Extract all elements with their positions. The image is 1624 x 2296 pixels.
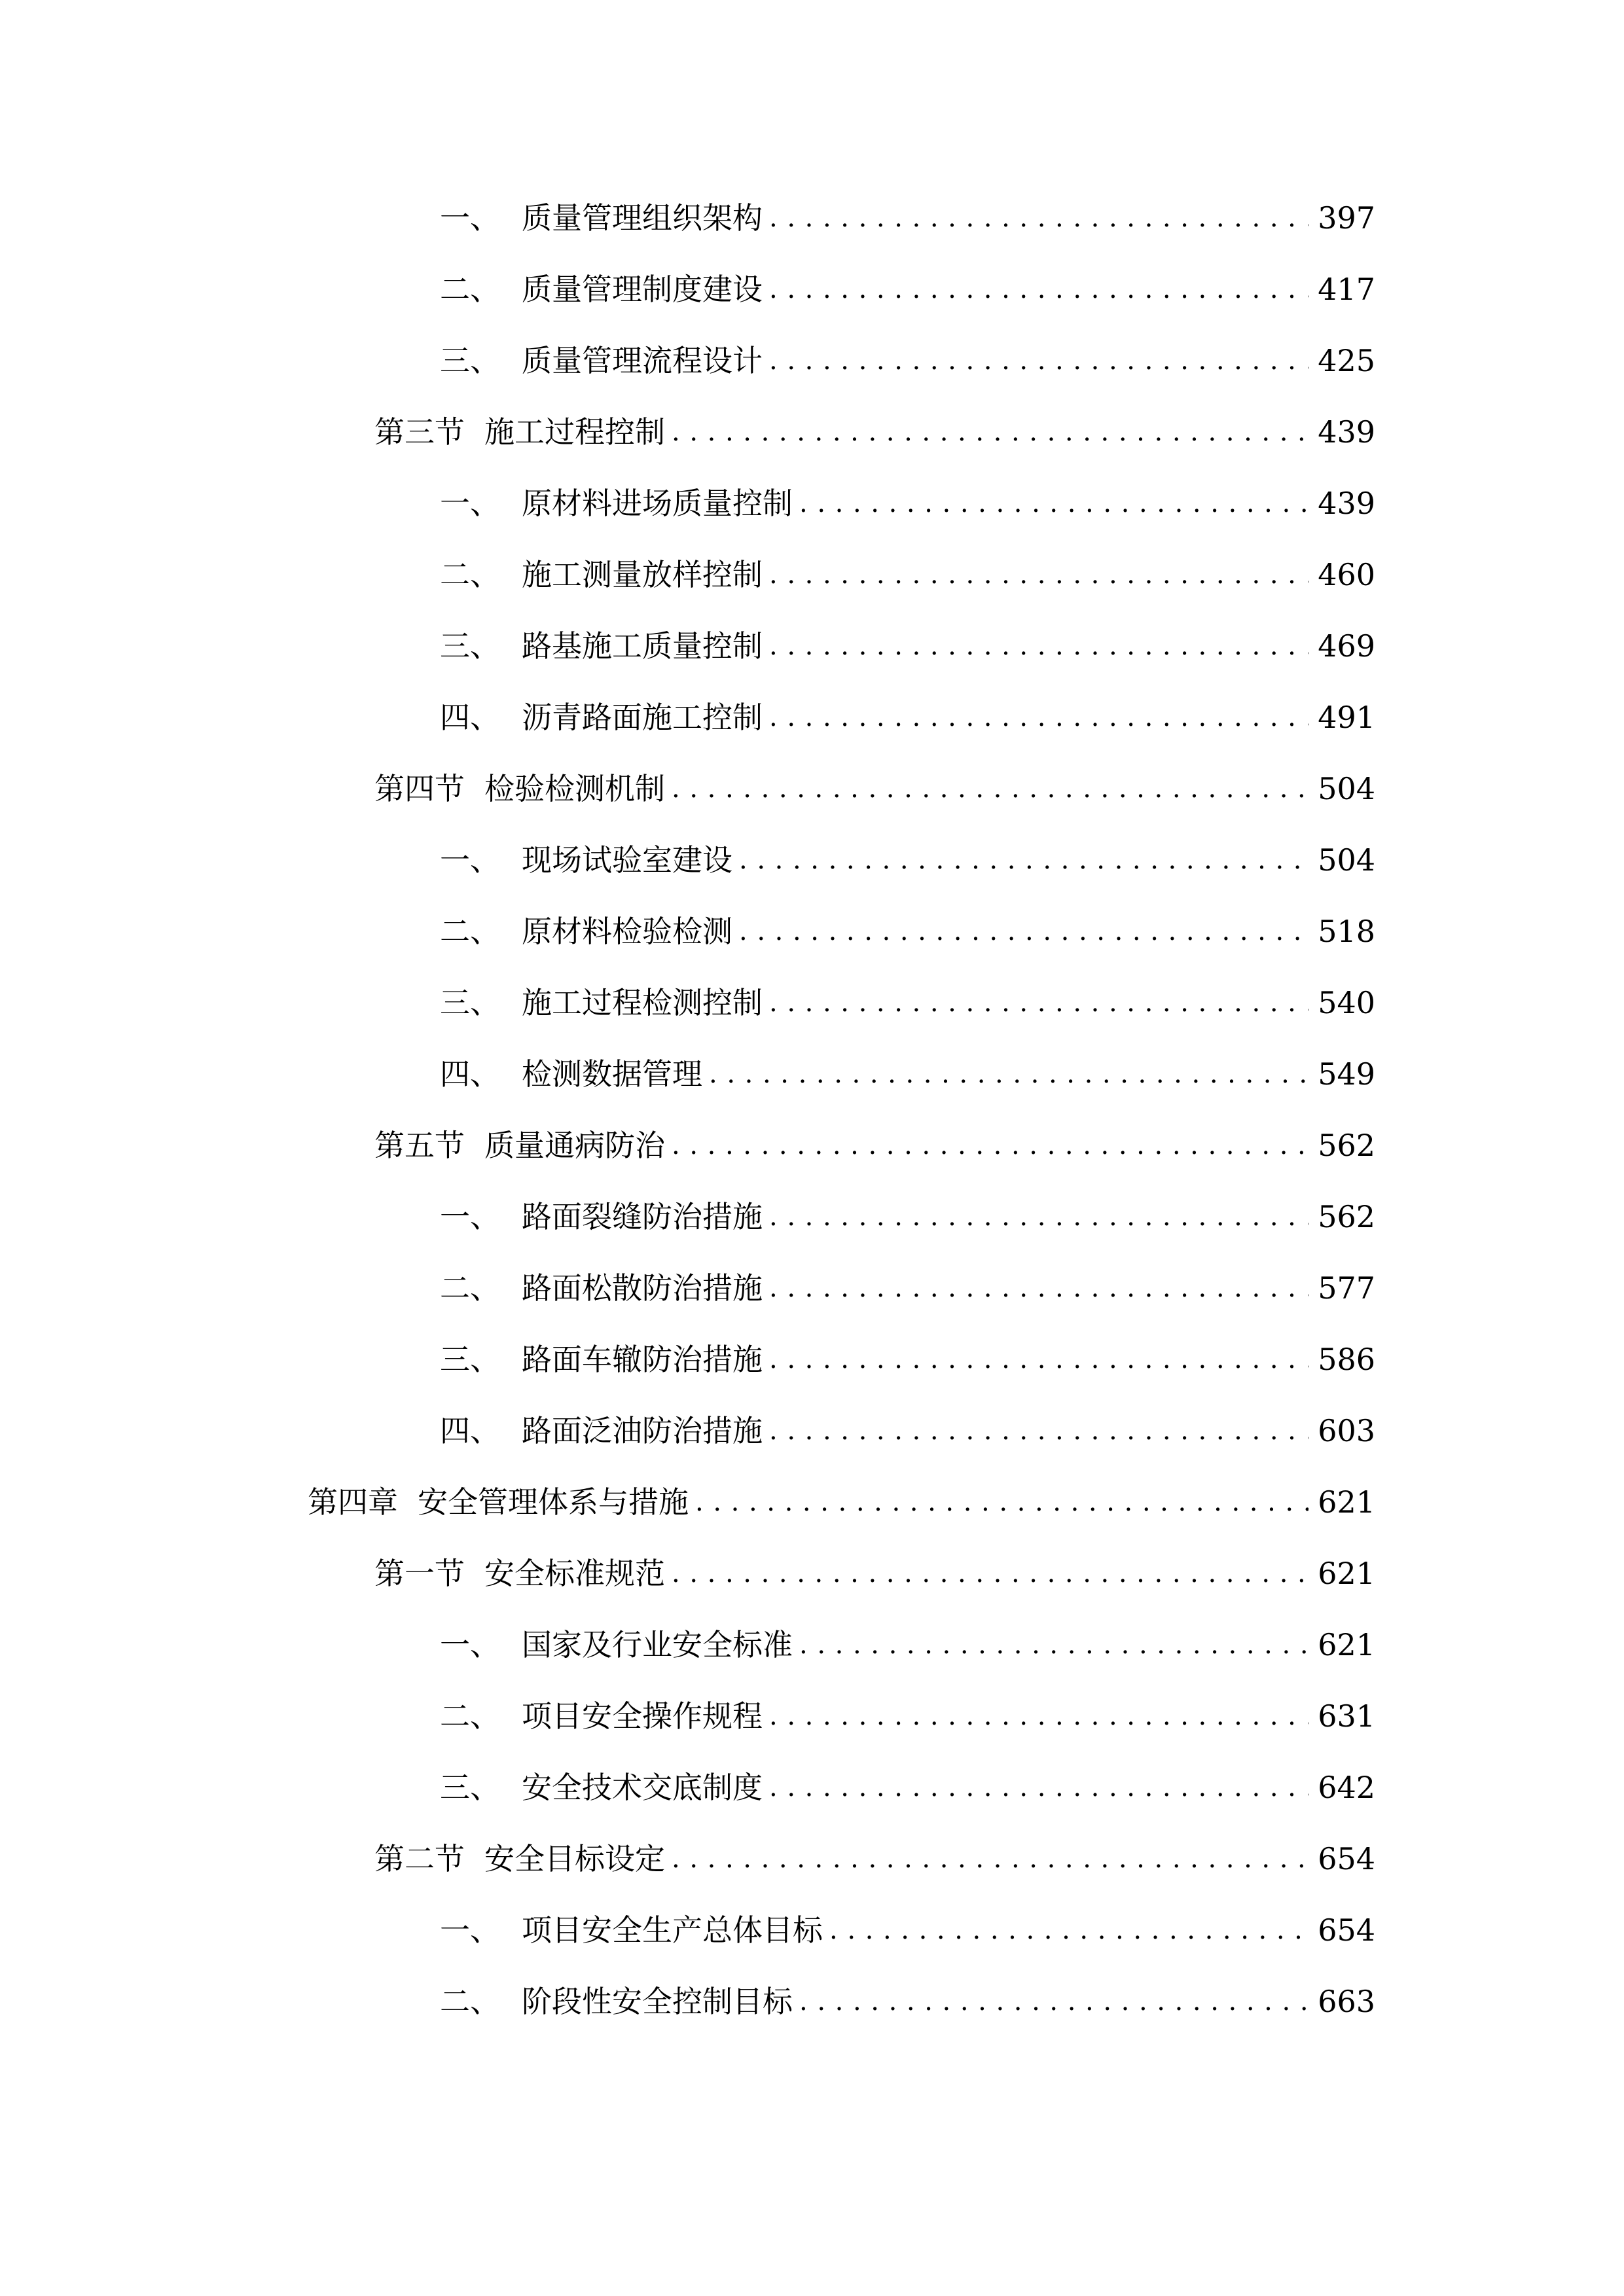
toc-entry-page: 417	[1318, 272, 1375, 307]
toc-dot-leader	[739, 834, 1308, 886]
toc-entry[interactable]	[440, 1904, 1375, 1956]
toc-dot-leader	[769, 1690, 1308, 1742]
toc-dot-leader	[829, 1904, 1308, 1956]
toc-dot-leader	[769, 263, 1308, 315]
toc-entry-number: 三、	[440, 1342, 500, 1377]
toc-entry-label: 施工过程控制	[484, 414, 665, 450]
toc-dot-leader	[672, 1119, 1308, 1172]
toc-entry-title	[440, 548, 763, 601]
toc-entry-label: 路面泛油防治措施	[522, 1413, 763, 1448]
toc-entry-number: 一、	[440, 1627, 500, 1662]
toc-entry-label: 施工过程检测控制	[522, 985, 763, 1020]
toc-dot-leader	[739, 905, 1308, 958]
toc-entry-label: 施工测量放样控制	[522, 557, 763, 592]
toc-entry-page: 562	[1318, 1128, 1375, 1163]
toc-entry-title	[440, 1333, 763, 1386]
toc-entry-number: 三、	[440, 1770, 500, 1805]
toc-entry-label: 现场试验室建设	[522, 842, 732, 878]
toc-entry-page: 439	[1318, 486, 1375, 521]
toc-entry-page: 540	[1318, 985, 1375, 1020]
toc-entry-number: 二、	[440, 914, 500, 949]
toc-dot-leader	[769, 1405, 1308, 1457]
toc-entry[interactable]	[440, 548, 1375, 601]
toc-entry-title	[374, 1119, 665, 1172]
toc-entry-number: 一、	[440, 200, 500, 236]
toc-entry-title	[440, 263, 763, 315]
toc-entry-title	[440, 334, 763, 387]
toc-entry-title	[440, 1191, 763, 1243]
toc-entry-page: 562	[1318, 1199, 1375, 1234]
toc-entry-title	[440, 620, 763, 672]
toc-entry-page: 491	[1318, 700, 1375, 735]
toc-entry-page: 603	[1318, 1413, 1375, 1448]
toc-entry-title	[440, 1761, 763, 1814]
toc-entry[interactable]	[374, 1547, 1375, 1600]
toc-dot-leader	[769, 691, 1308, 744]
toc-entry-page: 549	[1318, 1056, 1375, 1092]
toc-entry-number: 三、	[440, 343, 500, 378]
toc-entry-title	[440, 1048, 702, 1100]
toc-entry-label: 检验检测机制	[484, 771, 665, 806]
toc-entry-page: 621	[1318, 1556, 1375, 1591]
toc-dot-leader	[769, 548, 1308, 601]
toc-entry-page: 654	[1318, 1912, 1375, 1948]
toc-entry-page: 518	[1318, 914, 1375, 949]
toc-entry-page: 621	[1318, 1627, 1375, 1662]
toc-entry[interactable]	[440, 1048, 1375, 1100]
toc-entry[interactable]	[440, 192, 1375, 244]
toc-entry-page: 397	[1318, 200, 1375, 236]
toc-entry-label: 安全目标设定	[484, 1841, 665, 1876]
toc-entry-label: 路面裂缝防治措施	[522, 1199, 763, 1234]
toc-entry-title	[440, 1405, 763, 1457]
toc-entry[interactable]	[374, 762, 1375, 815]
toc-entry-label: 项目安全生产总体目标	[522, 1912, 823, 1948]
toc-dot-leader	[769, 620, 1308, 672]
toc-entry-number: 四、	[440, 700, 500, 735]
toc-entry-label: 安全技术交底制度	[522, 1770, 763, 1805]
toc-entry-page: 586	[1318, 1342, 1375, 1377]
toc-entry-page: 469	[1318, 628, 1375, 664]
toc-entry-page: 504	[1318, 842, 1375, 878]
toc-entry-number: 三、	[440, 985, 500, 1020]
toc-entry-title	[374, 1547, 665, 1600]
toc-entry[interactable]	[440, 263, 1375, 315]
toc-entry-number: 第三节	[374, 414, 465, 450]
toc-dot-leader	[769, 1333, 1308, 1386]
toc-entry[interactable]	[440, 1761, 1375, 1814]
toc-entry-title	[440, 477, 793, 529]
toc-entry-page: 663	[1318, 1984, 1375, 2019]
toc-entry-label: 项目安全操作规程	[522, 1698, 763, 1734]
toc-entry-number: 四、	[440, 1413, 500, 1448]
toc-entry-number: 三、	[440, 628, 500, 664]
toc-entry-page: 654	[1318, 1841, 1375, 1876]
toc-entry-number: 二、	[440, 1984, 500, 2019]
toc-entry-page: 631	[1318, 1698, 1375, 1734]
toc-dot-leader	[769, 1761, 1308, 1814]
toc-entry[interactable]	[374, 1833, 1375, 1885]
toc-dot-leader	[672, 1833, 1308, 1885]
toc-dot-leader	[709, 1048, 1308, 1100]
toc-entry[interactable]	[440, 1191, 1375, 1243]
toc-entry-label: 安全标准规范	[484, 1556, 665, 1591]
toc-entry-number: 四、	[440, 1056, 500, 1092]
toc-entry-page: 621	[1318, 1484, 1375, 1520]
toc-dot-leader	[769, 1191, 1308, 1243]
toc-entry-page: 439	[1318, 414, 1375, 450]
toc-entry-title	[440, 1619, 793, 1671]
toc-entry-number: 二、	[440, 272, 500, 307]
toc-entry-label: 原材料进场质量控制	[522, 486, 793, 521]
toc-dot-leader	[799, 1975, 1308, 2028]
toc-entry[interactable]	[440, 834, 1375, 886]
toc-entry-title	[440, 834, 732, 886]
toc-entry[interactable]	[440, 691, 1375, 744]
toc-entry-title	[374, 406, 665, 458]
toc-entry-label: 检测数据管理	[522, 1056, 702, 1092]
toc-entry-title	[374, 762, 665, 815]
toc-entry-label: 质量管理制度建设	[522, 272, 763, 307]
toc-entry-number: 第一节	[374, 1556, 465, 1591]
toc-entry[interactable]	[440, 1619, 1375, 1671]
toc-entry[interactable]	[440, 620, 1375, 672]
toc-entry-label: 安全管理体系与措施	[418, 1484, 689, 1520]
toc-entry-page: 504	[1318, 771, 1375, 806]
toc-entry-page: 425	[1318, 343, 1375, 378]
toc-entry-title	[440, 1690, 763, 1742]
toc-entry-label: 阶段性安全控制目标	[522, 1984, 793, 2019]
toc-entry[interactable]	[440, 977, 1375, 1029]
toc-entry[interactable]	[440, 1405, 1375, 1457]
toc-entry-title	[440, 192, 763, 244]
toc-dot-leader	[769, 977, 1308, 1029]
toc-entry[interactable]	[440, 1975, 1375, 2028]
toc-entry-title	[374, 1833, 665, 1885]
toc-entry-page: 577	[1318, 1270, 1375, 1306]
toc-dot-leader	[799, 1619, 1308, 1671]
toc-entry-title	[440, 1975, 793, 2028]
toc-entry-number: 一、	[440, 842, 500, 878]
toc-entry[interactable]	[440, 1262, 1375, 1314]
toc-entry[interactable]	[308, 1476, 1375, 1528]
toc-entry[interactable]	[440, 905, 1375, 958]
toc-entry-label: 原材料检验检测	[522, 914, 732, 949]
toc-entry-number: 第二节	[374, 1841, 465, 1876]
toc-entry-title	[440, 691, 763, 744]
toc-entry[interactable]	[440, 1333, 1375, 1386]
toc-entry[interactable]	[374, 406, 1375, 458]
toc-entry-label: 质量管理流程设计	[522, 343, 763, 378]
toc-entry-title	[308, 1476, 689, 1528]
toc-entry-title	[440, 977, 763, 1029]
toc-dot-leader	[695, 1476, 1308, 1528]
toc-dot-leader	[672, 406, 1308, 458]
toc-entry-number: 第五节	[374, 1128, 465, 1163]
toc-entry-title	[440, 1262, 763, 1314]
toc-dot-leader	[769, 334, 1308, 387]
toc-entry-title	[440, 905, 732, 958]
toc-entry[interactable]	[374, 1119, 1375, 1172]
toc-entry-number: 一、	[440, 1199, 500, 1234]
toc-dot-leader	[672, 762, 1308, 815]
toc-entry-number: 一、	[440, 486, 500, 521]
toc-entry-label: 质量通病防治	[484, 1128, 665, 1163]
toc-entry-label: 路面松散防治措施	[522, 1270, 763, 1306]
toc-dot-leader	[769, 192, 1308, 244]
toc-dot-leader	[672, 1547, 1308, 1600]
toc-entry-label: 质量管理组织架构	[522, 200, 763, 236]
toc-entry-label: 沥青路面施工控制	[522, 700, 763, 735]
toc-entry-label: 路基施工质量控制	[522, 628, 763, 664]
toc-entry-title	[440, 1904, 823, 1956]
toc-entry[interactable]	[440, 334, 1375, 387]
toc-entry-number: 第四节	[374, 771, 465, 806]
toc-entry-number: 第四章	[308, 1484, 398, 1520]
toc-entry-page: 642	[1318, 1770, 1375, 1805]
toc-entry-label: 国家及行业安全标准	[522, 1627, 793, 1662]
toc-entry-number: 二、	[440, 1698, 500, 1734]
toc-entry-label: 路面车辙防治措施	[522, 1342, 763, 1377]
toc-entry[interactable]	[440, 1690, 1375, 1742]
toc-entry-number: 二、	[440, 557, 500, 592]
toc-dot-leader	[769, 1262, 1308, 1314]
toc-entry-number: 二、	[440, 1270, 500, 1306]
toc-entry[interactable]	[440, 477, 1375, 529]
toc-entry-number: 一、	[440, 1912, 500, 1948]
toc-entry-page: 460	[1318, 557, 1375, 592]
toc-dot-leader	[799, 477, 1308, 529]
